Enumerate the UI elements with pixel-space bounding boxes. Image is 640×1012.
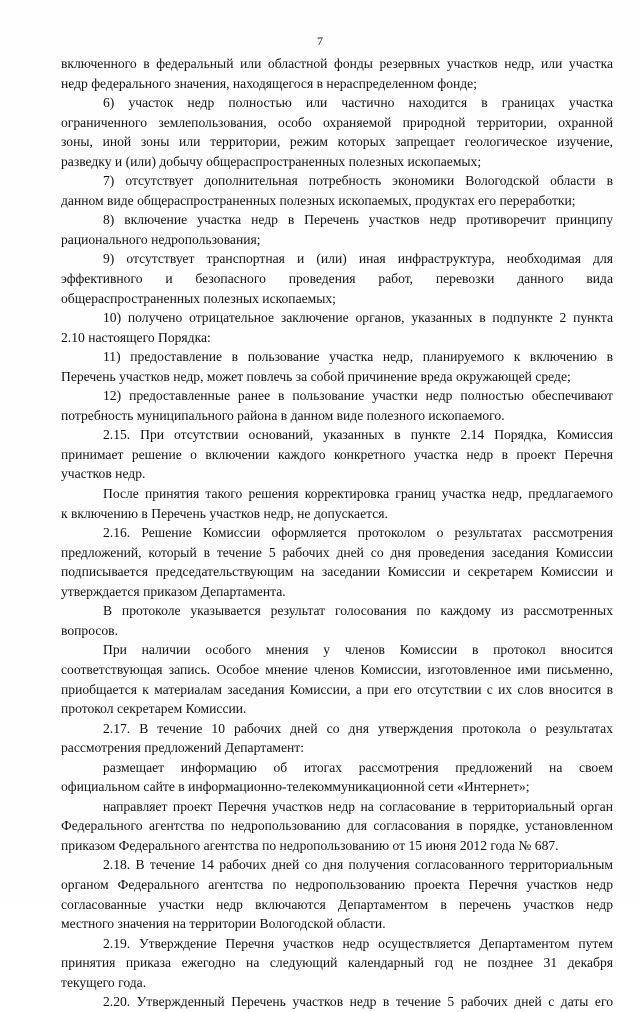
text-line: 2.16. Решение Комиссии оформляется протоколом о результатах рассмотрения [103,525,613,541]
text-line: предложений, который в течение 5 рабочих дней со дня проведения заседания Комиссии [61,544,613,560]
text-line: данном виде общераспространенных полезных ископаемых, продуктах его переработки; [61,192,576,208]
text-line: 10) получено отрицательное заключение органов, указанных в подпункте 2 пункта [103,310,613,326]
text-line: вопросов. [61,622,118,638]
text-line: общераспространенных полезных ископаемых; [61,290,336,306]
page-number: 7 [317,34,323,48]
text-line: При наличии особого мнения у членов Комиссии в протокол вносится [103,642,613,658]
text-line: рационального недропользования; [61,231,261,247]
text-line: текущего года. [61,974,147,990]
text-line: участков недр. [61,466,146,482]
text-line: направляет проект Перечня участков недр на согласование в территориальный орган [103,798,613,814]
document-body [61,54,613,1012]
text-line: потребность муниципального района в данном виде полезного ископаемого. [61,407,505,423]
text-line: 2.17. В течение 10 рабочих дней со дня утверждения протокола о результатах [103,720,613,736]
text-line: 2.20. Утвержденный Перечень участков недр в течение 5 рабочих дней с даты его [103,994,613,1010]
text-line: протокол секретарем Комиссии. [61,701,247,717]
text-line: Перечень участков недр, может повлечь за собой причинение вреда окружающей среде; [61,368,571,384]
text-line: 7) отсутствует дополнительная потребность экономики Вологодской области в [103,173,613,189]
text-line: включенного в федеральный или областной фонды резервных участков недр, или участка [61,56,613,71]
text-line: разведку и (или) добычу общераспространенных полезных ископаемых; [61,153,482,169]
text-line: местного значения на территории Вологодской области. [61,916,386,932]
text-line: Федерального агентства по недропользованию для согласования в порядке, установленном [61,818,613,834]
text-line: ограниченного землепользования, особо охраняемой природной территории, охранной [61,114,613,130]
text-line: принятия приказа ежегодно на следующий календарный год не позднее 31 декабря [61,955,613,971]
text-line: зоны, иной зоны или территории, режим которых запрещает геологическое изучение, [61,134,613,150]
text-line: 2.10 настоящего Порядка: [61,329,211,345]
text-line: размещает информацию об итогах рассмотрения предложений на своем [103,759,613,775]
text-line: 12) предоставленные ранее в пользование участки недр полностью обеспечивают [103,388,613,404]
text-line: принимает решение о включении каждого конкретного участка недр в проект Перечня [61,446,613,462]
text-line: органом Федерального агентства по недропользованию проекта Перечня участков недр [61,876,613,892]
text-line: 9) отсутствует транспортная и (или) иная инфраструктура, необходимая для [103,251,613,267]
text-line: 11) предоставление в пользование участка недр, планируемого к включению в [103,349,613,365]
text-line: согласованные участки недр включаются Департаментом в перечень участков недр [61,896,613,912]
text-line: приобщается к материалам заседания Комиссии, а при его отсутствии с их слов вносится в [61,681,613,697]
text-line: утверждается приказом Департамента. [61,583,286,599]
text-line: 6) участок недр полностью или частично находится в границах участка [103,95,613,111]
text-line: В протоколе указывается результат голосования по каждому из рассмотренных [103,603,613,619]
text-line: 2.19. Утверждение Перечня участков недр осуществляется Департаментом путем [103,935,613,951]
text-line: 8) включение участка недр в Перечень участков недр противоречит принципу [103,212,613,228]
text-line: подписывается председательствующим на заседании Комиссии и секретарем Комиссии и [61,564,613,580]
text-line: приказом Федерального агентства по недропользованию от 15 июня 2012 года № 687. [61,837,559,853]
text-line: После принятия такого решения корректировка границ участка недр, предлагаемого [103,486,613,502]
text-line: эффективного и безопасного проведения работ, перевозки данного вида [61,271,613,287]
text-line: рассмотрения предложений Департамент: [61,740,304,756]
text-line: соответствующая запись. Особое мнение членов Комиссии, изготовленное ими письменно, [61,661,613,677]
text-line: 2.15. При отсутствии оснований, указанных в пункте 2.14 Порядка, Комиссия [103,427,613,443]
text-line: недр федерального значения, находящегося в нераспределенном фонде; [61,75,477,91]
text-line: официальном сайте в информационно-телекоммуникационной сети «Интернет»; [61,779,530,795]
text-line: к включению в Перечень участков недр, не допускается. [61,505,388,521]
text-line: 2.18. В течение 14 рабочих дней со дня получения согласованного территориальным [103,857,613,873]
